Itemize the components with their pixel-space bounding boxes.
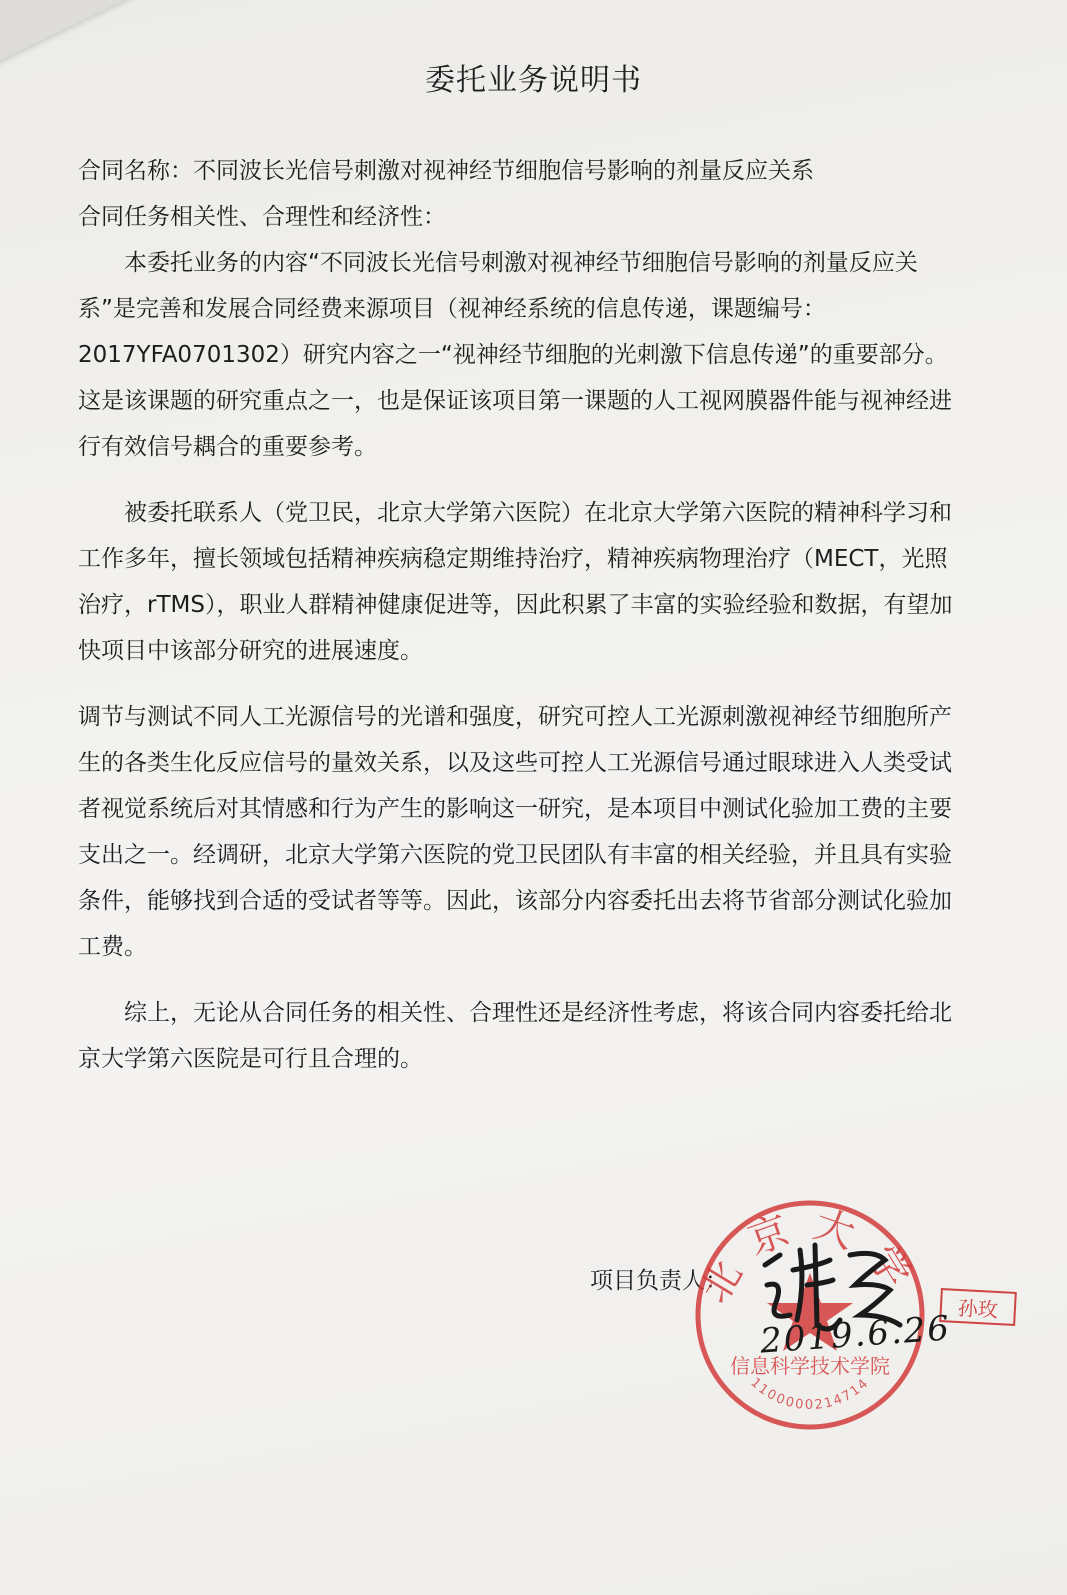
document-title: 委托业务说明书 [425,63,642,98]
document-body [78,148,958,1082]
seal-top-text: 北京大学 [691,1201,929,1311]
relevance-heading: 合同任务相关性、合理性和经济性： [78,204,446,230]
paragraph-2: 被委托联系人（党卫民，北京大学第六医院）在北京大学第六医院的精神科学习和工作多年，擅长领域包括精神疾病稳定期维持治疗，精神疾病物理治疗（MECT，光照治疗，rTMS），职业人群精神健康促进等，因此积累了丰富的实验经验和数据，有望加快项目中该部分研究的进展速度。 [78,500,953,664]
name-stamp: 孙玫 [939,1288,1017,1326]
handwritten-signature-icon [745,1225,925,1385]
seal-code-text: 1100000214714 [747,1375,873,1413]
signature-label: 项目负责人： [590,1268,728,1294]
handwritten-date: 2019.6.26 [758,1308,953,1362]
seal-bottom-text: 信息科学技术学院 [730,1354,890,1378]
paragraph-1: 本委托业务的内容“不同波长光信号刺激对视神经节细胞信号影响的剂量反应关系”是完善和发展合同经费来源项目（视神经系统的信息传递，课题编号：2017YFA0701302）研究内容之一“视神经节细胞的光刺激下信息传递”的重要部分。这是该课题的研究重点之一，也是保证该项目第一课题的人工视网膜器件能与视神经进行有效信号耦合的重要参考。 [78,250,952,460]
paragraph-4: 综上，无论从合同任务的相关性、合理性还是经济性考虑，将该合同内容委托给北京大学第六医院是可行且合理的。 [78,1000,952,1072]
contract-name-line: 合同名称：不同波长光信号刺激对视神经节细胞信号影响的剂量反应关系 [78,158,814,184]
paragraph-3: 调节与测试不同人工光源信号的光谱和强度，研究可控人工光源刺激视神经节细胞所产生的各类生化反应信号的量效关系，以及这些可控人工光源信号通过眼球进入人类受试者视觉系统后对其情感和行为产生的影响这一研究，是本项目中测试化验加工费的主要支出之一。经调研，北京大学第六医院的党卫民团队有丰富的相关经验，并且具有实验条件，能够找到合适的受试者等等。因此，该部分内容委托出去将节省部分测试化验加工费。 [78,704,952,960]
